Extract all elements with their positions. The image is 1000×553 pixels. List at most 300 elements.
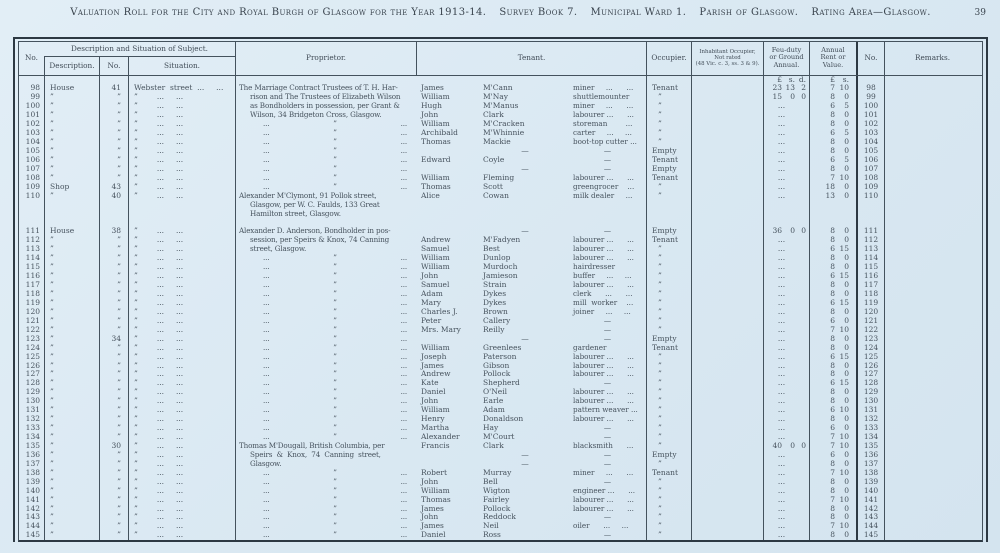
description: ” (44, 290, 99, 299)
proprietor-ditto: ... (400, 334, 407, 343)
situation: ” ... ... (128, 111, 235, 120)
remarks (884, 433, 980, 442)
proprietor-ditto: ... (263, 147, 270, 155)
inhabitant-occupier (691, 245, 763, 254)
inhabitant-occupier (691, 469, 763, 478)
annual-rent-part: 15 (839, 272, 849, 281)
description: ” (44, 263, 99, 272)
record-number-right: 116 (856, 272, 884, 281)
situation: ” ... ... (128, 460, 235, 469)
inhabitant-occupier (691, 478, 763, 487)
street-number: 30 (99, 442, 128, 451)
tenant-surname: Best (483, 245, 500, 254)
proprietor (235, 424, 416, 433)
description: ” (44, 272, 99, 281)
record-number-right: 138 (856, 469, 884, 478)
annual-rent-value (809, 469, 856, 478)
description: ” (44, 281, 99, 290)
tenant-first-name: Daniel (421, 388, 446, 397)
street-number: 41 (99, 84, 128, 93)
description: ” (44, 451, 99, 460)
street-number: ” (99, 379, 128, 388)
annual-rent-part: 6 (830, 129, 835, 138)
tenant-surname: Shepherd (483, 379, 520, 388)
record-number: 132 (25, 415, 40, 424)
tenant-first-name (416, 201, 481, 210)
col-header-remarks: Remarks. (884, 42, 980, 75)
annual-rent-part: 0 (844, 93, 849, 102)
col-header-description: Description. (44, 57, 99, 75)
annual-rent-part: 6 (830, 450, 835, 459)
proprietor-ditto: ” (333, 406, 337, 415)
situation: ” ... ... (128, 147, 235, 156)
situation: ” ... ... (128, 129, 235, 138)
occupier-status: ” (646, 487, 691, 496)
occupier-status: Empty (646, 165, 691, 174)
description: ” (44, 236, 99, 245)
proprietor-ditto: ” (333, 263, 337, 272)
tenant-first-name: Kate (421, 379, 439, 388)
tenant-surname: Coyle (483, 155, 505, 164)
record-number-right: 111 (856, 227, 884, 236)
proprietor-ditto: ” (333, 298, 337, 307)
street-number: ” (99, 362, 128, 371)
record-number-right: 135 (856, 442, 884, 451)
occupier-status: ” (646, 424, 691, 433)
tenant-first-name: Thomas (421, 182, 451, 191)
remarks (884, 442, 980, 451)
annual-rent-part: 0 (844, 459, 849, 468)
description: ” (44, 120, 99, 129)
record-number: 139 (25, 477, 40, 486)
occupier-status: Tenant (646, 174, 691, 183)
annual-rent-value (809, 406, 856, 415)
feu-duty-value: ... (763, 236, 809, 245)
tenant-first-name: Adam (421, 290, 443, 298)
proprietor-ditto: ” (333, 138, 337, 147)
tenant-surname: Neil (483, 522, 499, 531)
proprietor-ditto: ... (400, 468, 407, 477)
tenant-first-name: Alexander (421, 433, 460, 441)
proprietor-ditto: ... (263, 138, 270, 147)
proprietor-ditto: ... (263, 486, 270, 495)
situation: ” ... ... (128, 174, 235, 183)
proprietor (235, 156, 416, 165)
tenant-occupation: — (603, 325, 612, 334)
tenant-surname (481, 201, 569, 210)
remarks (884, 487, 980, 496)
record-number-right: 119 (856, 299, 884, 308)
occupier-status: Empty (646, 451, 691, 460)
remarks (884, 505, 980, 514)
tenant-first-name (416, 210, 481, 219)
occupier-status: ” (646, 93, 691, 102)
situation: ” ... ... (128, 192, 235, 201)
annual-rent-part: 8 (830, 120, 835, 129)
description: ” (44, 192, 99, 201)
situation: ” ... ... (128, 353, 235, 362)
record-number: 129 (25, 388, 40, 397)
record-number-right: 145 (856, 531, 884, 540)
record-number-right: 129 (856, 388, 884, 397)
occupier-status: Tenant (646, 469, 691, 478)
record-number (19, 76, 44, 85)
proprietor-ditto: ” (333, 531, 337, 540)
record-number-right: 128 (856, 379, 884, 388)
feu-duty-value: ... (763, 102, 809, 111)
record-number: 124 (25, 343, 40, 352)
record-number: 130 (25, 397, 40, 406)
annual-rent-part: 8 (830, 531, 835, 540)
tenant-first-name: Francis (421, 441, 450, 450)
street-number: 43 (99, 183, 128, 192)
feu-duty-value (763, 93, 809, 102)
tenant-first-name: John (421, 513, 439, 522)
situation: ” ... ... (128, 469, 235, 478)
situation: ” ... ... (128, 165, 235, 174)
street-number: ” (99, 290, 128, 299)
tenant-first-name: Mrs. Mary (421, 325, 461, 334)
street-number: ” (99, 281, 128, 290)
inhabitant-occupier (691, 513, 763, 522)
proprietor-ditto: ” (333, 164, 337, 173)
proprietor (235, 290, 416, 299)
tenant-surname: M'Manus (483, 102, 519, 111)
annual-rent-part: 6 (830, 102, 835, 111)
proprietor-ditto: ... (263, 370, 270, 379)
record-number: 140 (25, 486, 40, 495)
feu-duty-value: ... (763, 290, 809, 299)
remarks (884, 379, 980, 388)
occupier-status: ” (646, 478, 691, 487)
col-header-situation: Situation. (128, 57, 235, 75)
feu-duty-value: ... (763, 317, 809, 326)
occupier-status: ” (646, 531, 691, 540)
tenant-surname: Reddock (483, 513, 516, 522)
tenant-occupation: labourer ... ... (573, 236, 634, 245)
tenant-first-name (416, 165, 481, 174)
feu-duty-part: 2 (801, 84, 806, 93)
proprietor-ditto: ... (400, 379, 407, 388)
annual-rent-part: 8 (830, 370, 835, 379)
record-number (19, 210, 44, 219)
proprietor-ditto: ” (333, 415, 337, 424)
tenant-first-name (416, 451, 481, 460)
proprietor-ditto: ” (333, 290, 337, 298)
annual-rent-part: 8 (830, 361, 835, 370)
record-number-right: 108 (856, 174, 884, 183)
proprietor (235, 299, 416, 308)
annual-rent-part: 0 (844, 120, 849, 129)
tenant-occupation: miner ... ... (573, 468, 634, 477)
inhabitant-occupier (691, 174, 763, 183)
record-number: 99 (30, 93, 40, 102)
occupier-status: ” (646, 326, 691, 335)
record-number: 136 (25, 450, 40, 459)
occupier-status: ” (646, 308, 691, 317)
tenant-occupation (569, 201, 646, 210)
street-number: ” (99, 263, 128, 272)
tenant-surname: Dykes (483, 298, 507, 307)
street-number (99, 219, 128, 228)
tenant-occupation: miner ... ... (573, 84, 634, 93)
proprietor (235, 219, 416, 228)
description: ” (44, 165, 99, 174)
remarks (884, 120, 980, 129)
feu-duty-value: ... (763, 138, 809, 147)
proprietor (235, 406, 416, 415)
record-number: 117 (25, 281, 40, 290)
tenant-first-name (416, 147, 481, 156)
street-number: ” (99, 317, 128, 326)
proprietor-ditto: ... (400, 182, 407, 191)
occupier-status: Tenant (646, 84, 691, 93)
tenant-first-name (416, 460, 481, 469)
annual-rent-value (809, 353, 856, 362)
inhabitant-occupier (691, 102, 763, 111)
record-number-right: 120 (856, 308, 884, 317)
annual-rent-value (809, 236, 856, 245)
occupier-status: ” (646, 120, 691, 129)
annual-rent-value (809, 245, 856, 254)
tenant-occupation: pattern weaver ... (573, 406, 638, 415)
occupier-status: ” (646, 397, 691, 406)
tenant-first-name: John (421, 477, 439, 486)
proprietor-ditto: ... (263, 298, 270, 307)
proprietor-ditto: ... (263, 522, 270, 531)
inhabitant-occupier (691, 281, 763, 290)
situation: ” ... ... (128, 513, 235, 522)
annual-rent-value (809, 147, 856, 156)
annual-rent-part: 0 (844, 316, 849, 325)
feu-duty-part: 0 (790, 227, 795, 236)
street-number (99, 210, 128, 219)
proprietor-ditto: ... (263, 263, 270, 272)
proprietor (235, 415, 416, 424)
tenant-surname: Strain (483, 281, 507, 290)
situation: ” ... ... (128, 496, 235, 505)
record-number: 109 (25, 182, 40, 191)
tenant-surname: Scott (483, 182, 503, 191)
feu-duty-value: ... (763, 469, 809, 478)
description (44, 201, 99, 210)
street-number: ” (99, 138, 128, 147)
annual-rent-value (809, 210, 856, 219)
feu-duty-value (763, 219, 809, 228)
remarks (884, 236, 980, 245)
proprietor-ditto: ” (333, 147, 337, 155)
record-number-right: 137 (856, 460, 884, 469)
annual-rent-value (809, 174, 856, 183)
occupier-status: ” (646, 254, 691, 263)
street-number: ” (99, 272, 128, 281)
annual-rent-value (809, 505, 856, 514)
proprietor-ditto: ... (400, 531, 407, 540)
proprietor-ditto: ... (400, 316, 407, 325)
proprietor-ditto: ... (263, 513, 270, 522)
feu-duty-value: ... (763, 165, 809, 174)
situation (128, 201, 235, 210)
proprietor-ditto: ... (263, 254, 270, 263)
proprietor-ditto: ” (333, 129, 337, 138)
description: ” (44, 102, 99, 111)
tenant-first-name: James (421, 522, 444, 531)
street-number: ” (99, 370, 128, 379)
proprietor-ditto: ” (333, 182, 337, 191)
table-header (19, 42, 982, 76)
street-number: ” (99, 344, 128, 353)
proprietor (235, 147, 416, 156)
street-number: ” (99, 308, 128, 317)
situation (128, 210, 235, 219)
inhabitant-occupier (691, 236, 763, 245)
street-number: ” (99, 478, 128, 487)
proprietor-ditto: ” (333, 361, 337, 370)
description: ” (44, 353, 99, 362)
annual-rent-part: 0 (844, 182, 849, 191)
tenant-occupation: hairdresser (573, 263, 616, 272)
annual-rent-value (809, 76, 856, 85)
inhabitant-occupier (691, 487, 763, 496)
annual-rent-value (809, 442, 856, 451)
annual-rent-part: 0 (844, 370, 849, 379)
tenant-occupation: mill worker ... (573, 298, 634, 307)
street-number: ” (99, 102, 128, 111)
annual-rent-value (809, 84, 856, 93)
feu-duty-value: ... (763, 460, 809, 469)
description: ” (44, 478, 99, 487)
tenant-occupation: — (603, 379, 612, 388)
proprietor (235, 362, 416, 371)
feu-duty-value: ... (763, 245, 809, 254)
proprietor-ditto: ” (333, 522, 337, 531)
occupier-status: ” (646, 513, 691, 522)
proprietor-ditto: ... (400, 129, 407, 138)
annual-rent-part: 0 (844, 236, 849, 245)
occupier-status: ” (646, 353, 691, 362)
proprietor-ditto: ” (333, 424, 337, 433)
inhabitant-occupier (691, 111, 763, 120)
proprietor-ditto: ” (333, 316, 337, 325)
inhabitant-occupier (691, 272, 763, 281)
tenant-occupation: labourer ... ... (573, 495, 634, 504)
tenant-first-name: John (421, 397, 439, 406)
tenant-surname: — (521, 227, 529, 236)
proprietor: Alexander M'Clymont, 91 Pollok street, (235, 192, 416, 201)
remarks (884, 469, 980, 478)
proprietor-ditto: ... (263, 120, 270, 129)
tenant-occupation: blacksmith ... (573, 441, 634, 450)
tenant-surname: M'Nay (483, 93, 509, 102)
annual-rent-part: 6 (830, 316, 835, 325)
remarks (884, 129, 980, 138)
tenant-first-name: Robert (421, 468, 448, 477)
annual-rent-part: 8 (830, 307, 835, 316)
proprietor (235, 308, 416, 317)
record-number: 110 (25, 191, 40, 200)
tenant-occupation: — (603, 459, 612, 468)
record-number-right: 121 (856, 317, 884, 326)
description: ” (44, 245, 99, 254)
tenant-surname (481, 219, 569, 228)
tenant-first-name: James (421, 84, 444, 93)
proprietor-ditto: ... (400, 504, 407, 513)
proprietor (235, 505, 416, 514)
feu-duty-value: ... (763, 147, 809, 156)
remarks (884, 138, 980, 147)
tenant-surname: Callery (483, 316, 511, 325)
tenant-occupation: labourer ... ... (573, 245, 634, 254)
proprietor-ditto: ... (400, 513, 407, 522)
record-number: 144 (25, 522, 40, 531)
remarks (884, 201, 980, 210)
street-number: ” (99, 406, 128, 415)
occupier-status: ” (646, 138, 691, 147)
annual-rent-part: 18 (825, 182, 835, 191)
proprietor: session, per Speirs & Knox, 74 Canning (235, 236, 416, 245)
feu-duty-value: ... (763, 129, 809, 138)
proprietor-ditto: ” (333, 334, 337, 343)
occupier-status: ” (646, 370, 691, 379)
annual-rent-value (809, 156, 856, 165)
situation: ” ... ... (128, 344, 235, 353)
feu-duty-part: 40 (772, 441, 782, 450)
tenant-first-name: Thomas (421, 138, 451, 147)
tenant-occupation: carter ... ... (573, 129, 632, 138)
occupier-status: ” (646, 299, 691, 308)
street-number: 34 (99, 335, 128, 344)
description: ” (44, 254, 99, 263)
record-number-right (856, 201, 884, 210)
col-header-subject-group: Description and Situation of Subject. (44, 42, 235, 57)
valuation-table (18, 41, 983, 543)
tenant-first-name: William (421, 93, 450, 102)
description: ” (44, 317, 99, 326)
remarks (884, 254, 980, 263)
situation: ” ... ... (128, 478, 235, 487)
proprietor-ditto: ” (333, 155, 337, 164)
tenant-surname: Ross (483, 531, 501, 540)
situation: ” ... ... (128, 245, 235, 254)
feu-duty-part: 13 (785, 84, 795, 93)
tenant-occupation: gardener (573, 343, 607, 352)
proprietor-ditto: ... (263, 129, 270, 138)
street-number: 38 (99, 227, 128, 236)
feu-duty-value: ... (763, 174, 809, 183)
proprietor (235, 496, 416, 505)
tenant-surname: Paterson (483, 352, 517, 361)
record-number-right: 127 (856, 370, 884, 379)
feu-duty-value: ... (763, 326, 809, 335)
record-number-right: 126 (856, 362, 884, 371)
situation: ” ... ... (128, 415, 235, 424)
tenant-surname: Jamieson (483, 272, 518, 281)
annual-rent-part: £ (830, 75, 835, 84)
tenant-surname: Gibson (483, 361, 510, 370)
feu-duty-value: ... (763, 379, 809, 388)
annual-rent-part: 0 (844, 424, 849, 433)
proprietor-ditto: ... (400, 281, 407, 290)
annual-rent-value (809, 120, 856, 129)
proprietor-ditto: ... (263, 379, 270, 388)
proprietor-ditto: ” (333, 272, 337, 281)
proprietor (235, 254, 416, 263)
description: ” (44, 362, 99, 371)
proprietor-ditto: ” (333, 325, 337, 334)
proprietor (235, 317, 416, 326)
situation: ” ... ... (128, 379, 235, 388)
feu-duty-value: ... (763, 531, 809, 540)
